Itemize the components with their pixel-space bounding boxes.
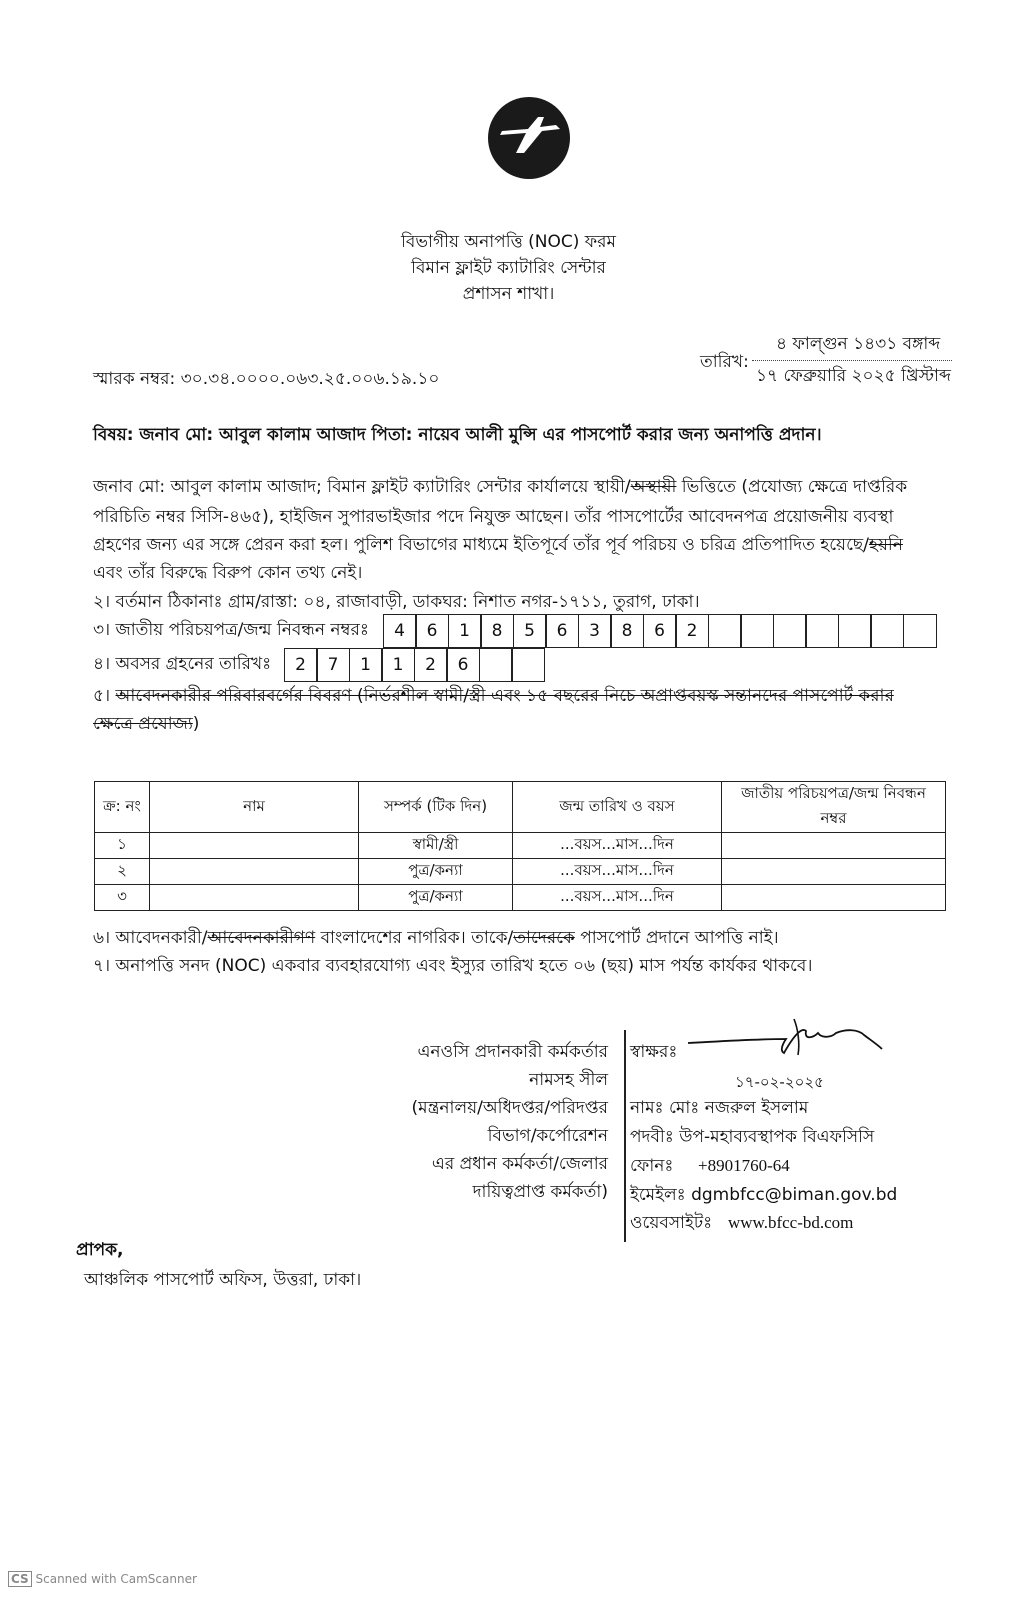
officer-left-line: এনওসি প্রদানকারী কর্মকর্তার [417,1042,608,1062]
cell-serial: ১ [95,833,150,859]
cell-relation: পুত্র/কন্যা [359,859,513,885]
digit-box [805,614,839,648]
memo-number: স্মারক নম্বর: ৩০.৩৪.০০০০.০৬৩.২৫.০০৬.১৯.১০ [93,369,440,389]
officer-email: ইমেইলঃ dgmbfcc@biman.gov.bd [630,1185,898,1205]
digit-box [511,648,545,682]
col-serial: ক্র: নং [95,782,150,833]
body-text: গ্রহণের জন্য এর সঙ্গে প্রেরন করা হল। পুলিশ বিভাগের মাধ্যমে ইতিপূর্বে তাঁর পূর্ব পরিচয় ও চরিত্র প্রতিপাদিত হয়েছে/ [93,535,869,555]
digit-box: 8 [480,614,514,648]
body-line-1 [93,477,907,497]
digit-box: 6 [446,648,480,682]
digit-box [740,614,774,648]
family-table [94,781,946,911]
cell-nid [722,885,946,911]
digit-box: 7 [316,648,350,682]
struck-text: হয়নি [868,535,903,555]
table-row [95,885,946,911]
body-line-3 [93,535,903,555]
digit-box: 6 [643,614,677,648]
cell-nid [722,833,946,859]
digit-box: 8 [610,614,644,648]
digit-box [903,614,937,648]
text: ৬। আবেদনকারী/ [93,928,208,948]
struck-text: আবেদনকারীগণ [207,928,316,948]
cell-relation: পুত্র/কন্যা [359,885,513,911]
retirement-boxes [285,648,545,682]
officer-left-line: (মন্ত্রনালয়/অধিদপ্তর/পরিদপ্তর [411,1098,608,1118]
date-label: তারিখ: [700,352,749,372]
cell-nid [722,859,946,885]
digit-box: 2 [414,648,448,682]
cell-name [150,885,359,911]
signature [686,1015,896,1065]
family-details-heading [93,686,894,706]
date-divider [752,360,952,361]
nid-boxes [384,614,937,648]
struck-text: তাদেরকে [513,928,575,948]
recipient-label: প্রাপক, [76,1240,124,1260]
digit-box [870,614,904,648]
camscanner-icon: CS [8,1571,32,1587]
subject-line: বিষয়: জনাব মো: আবুল কালাম আজাদ পিতা: নায়েব আলী মুন্সি এর পাসপোর্ট করার জন্য অনাপত্তি প্রদান। [93,425,822,445]
officer-left-block [412,1038,608,1206]
col-relation: সম্পর্ক (টিক দিন) [359,782,513,833]
signature-label: স্বাক্ষরঃ [630,1042,678,1062]
struck-text: ক্ষেত্রে প্রযোজ্য [93,714,193,734]
digit-box [708,614,742,648]
cell-dob: ...বয়স...মাস...দিন [513,885,722,911]
digit-box [838,614,872,648]
digit-box: 3 [578,614,612,648]
current-address: ২। বর্তমান ঠিকানাঃ গ্রাম/রাস্তা: ০৪, রাজাবাড়ী, ডাকঘর: নিশাত নগর-১৭১১, তুরাগ, ঢাকা। [93,592,700,612]
cell-relation: স্বামী/স্ত্রী [359,833,513,859]
biman-logo [486,95,572,181]
digit-box: 1 [381,648,415,682]
col-name: নাম [150,782,359,833]
footer-text: Scanned with CamScanner [35,1572,197,1586]
table-header-row [95,782,946,833]
form-title: বিভাগীয় অনাপত্তি (NOC) ফরম [401,232,616,252]
body-text: ভিত্তিতে (প্রযোজ্য ক্ষেত্রে দাপ্তরিক [676,477,908,497]
table-row [95,833,946,859]
body-line-2: পরিচিতি নম্বর সিসি-৪৬৫), হাইজিন সুপারভাইজার পদে নিযুক্ত আছেন। তাঁর পাসপোর্টের আবেদনপত্র প্রয়োজনীয় ব্যবস্থা [93,507,894,527]
recipient-address: আঞ্চলিক পাসপোর্ট অফিস, উত্তরা, ঢাকা। [84,1270,362,1290]
organization-name: বিমান ফ্লাইট ক্যাটারিং সেন্টার [411,258,606,278]
text: পাসপোর্ট প্রদানে আপত্তি নাই। [574,928,779,948]
digit-box: 1 [448,614,482,648]
date-gregorian: ১৭ ফেব্রুয়ারি ২০২৫ খ্রিস্টাব্দ [756,366,951,386]
digit-box: 1 [349,648,383,682]
text: বাংলাদেশের নাগরিক। তাকে/ [315,928,514,948]
department-name: প্রশাসন শাখা। [462,284,555,304]
digit-box [479,648,513,682]
citizenship-statement [93,928,779,948]
item-number: ৫। [93,686,116,706]
officer-phone: +8901760-64 [698,1156,790,1175]
officer-left-line: দায়িত্বপ্রাপ্ত কর্মকর্তা) [472,1182,608,1202]
retirement-label: ৪। অবসর গ্রহনের তারিখঃ [93,654,272,674]
digit-box: 4 [383,614,417,648]
digit-box: 6 [545,614,579,648]
cell-dob: ...বয়স...মাস...দিন [513,833,722,859]
cell-serial: ২ [95,859,150,885]
bracket: ) [192,714,200,734]
cell-name [150,833,359,859]
officer-left-line: বিভাগ/কর্পোরেশন [487,1126,608,1146]
struck-text: আবেদনকারীর পরিবারবর্গের বিবরণ (নির্ভরশীল স্বামী/স্ত্রী এবং ১৫ বছরের নিচে অপ্রাপ্তবয়স্ক সন্তানদের পাসপোর্ট করার [115,686,894,706]
digit-box [773,614,807,648]
digit-box: 2 [675,614,709,648]
col-dob: জন্ম তারিখ ও বয়স [513,782,722,833]
col-nid: জাতীয় পরিচয়পত্র/জন্ম নিবন্ধন নম্বর [722,782,946,833]
validity-statement: ৭। অনাপত্তি সনদ (NOC) একবার ব্যবহারযোগ্য এবং ইস্যুর তারিখ হতে ০৬ (ছয়) মাস পর্যন্ত কার্যকর থাকবে। [93,956,813,976]
body-line-4: এবং তাঁর বিরুদ্ধে বিরুপ কোন তথ্য নেই। [93,563,363,583]
struck-text: অস্থায়ী [630,477,677,497]
officer-left-line: নামসহ সীল [529,1070,608,1090]
nid-label: ৩। জাতীয় পরিচয়পত্র/জন্ম নিবন্ধন নম্বরঃ [93,620,369,640]
body-text: জনাব মো: আবুল কালাম আজাদ; বিমান ফ্লাইট ক্যাটারিং সেন্টার কার্যালয়ে স্থায়ী/ [93,477,631,497]
cell-name [150,859,359,885]
signature-date: ১৭-০২-২০২৫ [735,1073,824,1091]
vertical-divider [624,1030,626,1242]
officer-website: www.bfcc-bd.com [728,1213,854,1232]
cell-dob: ...বয়স...মাস...দিন [513,859,722,885]
digit-box: 5 [513,614,547,648]
table-row [95,859,946,885]
officer-name: নামঃ মোঃ নজরুল ইসলাম [630,1098,809,1118]
officer-website-label: ওয়েবসাইটঃ [630,1213,713,1233]
officer-phone-label: ফোনঃ [630,1156,674,1176]
digit-box: 2 [284,648,318,682]
cell-serial: ৩ [95,885,150,911]
scanner-watermark [8,1572,197,1586]
date-bangla: ৪ ফাল্গুন ১৪৩১ বঙ্গাব্দ [776,334,941,354]
family-details-heading-2 [93,714,199,734]
officer-left-line: এর প্রধান কর্মকর্তা/জেলার [431,1154,608,1174]
officer-designation: পদবীঃ উপ-মহাব্যবস্থাপক বিএফসিসি [630,1127,875,1147]
digit-box: 6 [415,614,449,648]
